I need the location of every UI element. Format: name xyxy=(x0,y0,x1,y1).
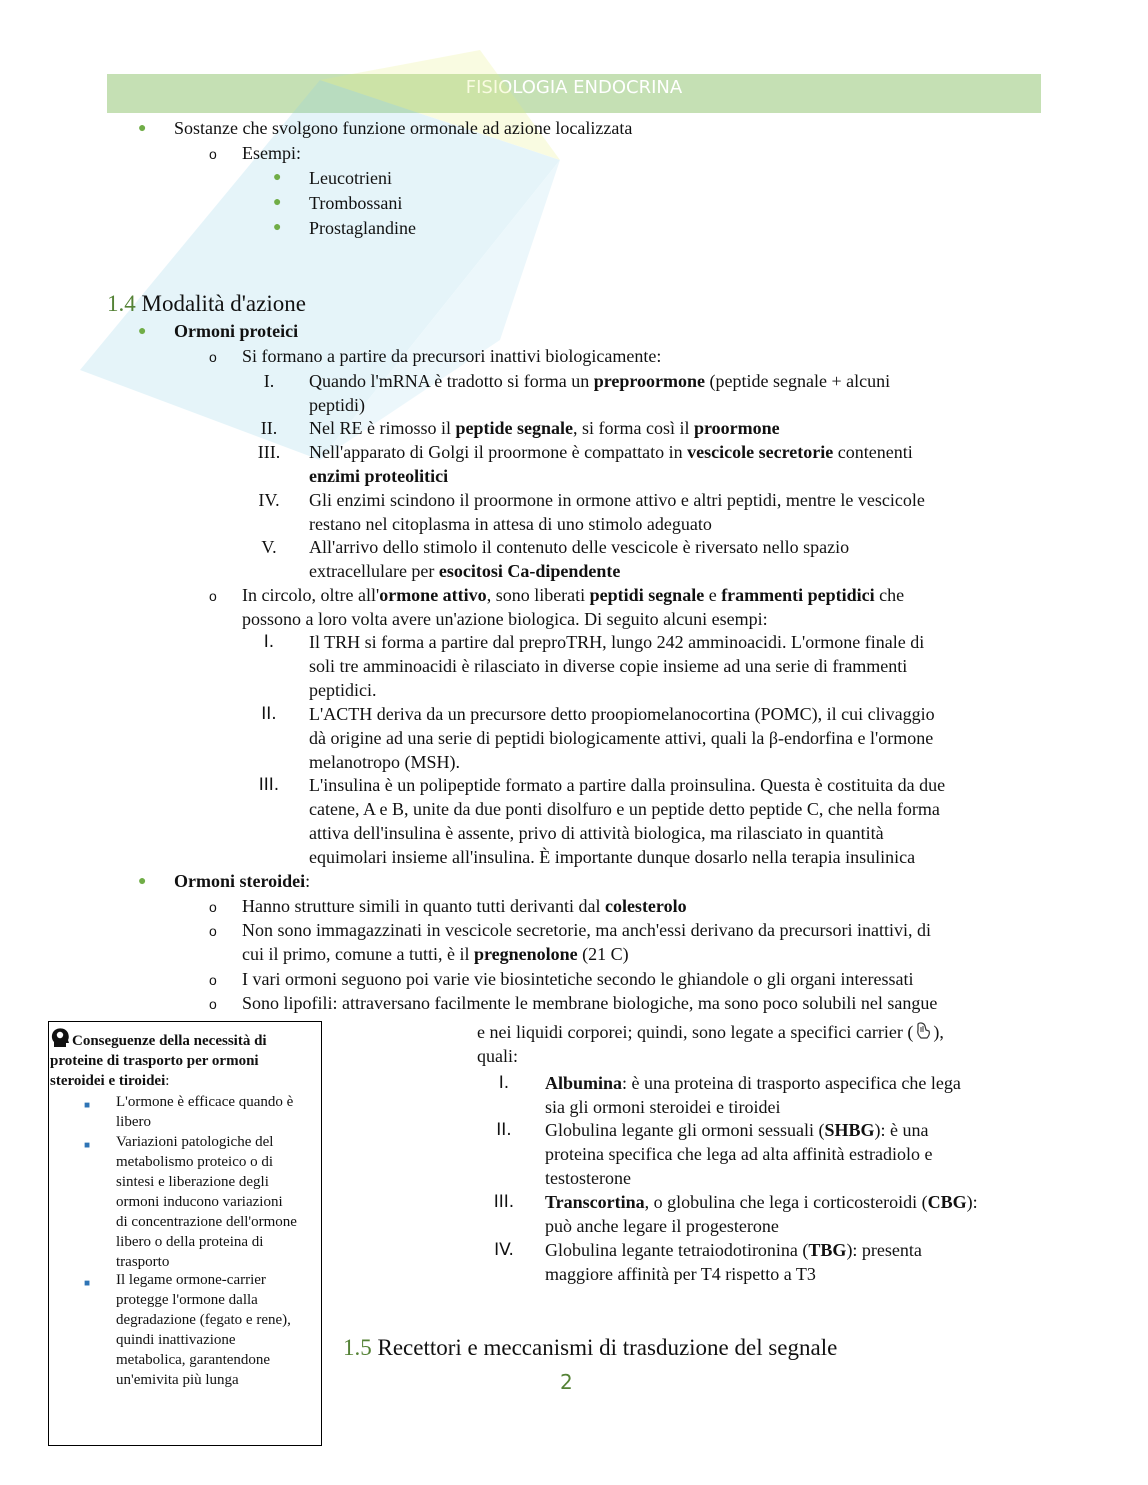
step-number: II. xyxy=(260,418,278,438)
section-number: 1.4 xyxy=(107,291,136,316)
example-number: I. xyxy=(263,632,275,652)
proteici-sub2: In circolo, oltre all'ormone attivo, sono liberati peptidi segnale e frammenti peptidici che possono a loro volta avere un'azione biologica. Di seguito alcuni esempi: xyxy=(242,585,905,629)
circle-bullet-icon: o xyxy=(209,996,217,1012)
step-text: All'arrivo dello stimolo il contenuto delle vescicole è riversato nello spazio extracellulare per esocitosi Ca-dipendente xyxy=(309,537,850,581)
steroidei-item: Non sono immagazzinati in vescicole secretorie, ma anch'essi derivano da precursori inattivi, di cui il primo, comune a tutti, è il pregnenolone (21 C) xyxy=(242,920,932,964)
bullet-icon: ● xyxy=(273,195,282,210)
step-text: Gli enzimi scindono il proormone in ormone attivo e altri peptidi, mentre le vescicole restano nel citoplasma in attesa di uno stimolo adeguato xyxy=(309,490,925,534)
page-number: 2 xyxy=(560,1370,573,1394)
side-note-box xyxy=(48,1021,322,1446)
step-number: III. xyxy=(257,442,281,462)
carrier-text: Albumina: è una proteina di trasporto aspecifica che lega sia gli ormoni steroidei e tiroidei xyxy=(545,1073,961,1117)
steroidei-item: Sono lipofili: attraversano facilmente le membrane biologiche, ma sono poco solubili nel sangue xyxy=(242,993,938,1013)
example-item: Leucotrieni xyxy=(309,168,392,188)
circle-bullet-icon: o xyxy=(209,972,217,988)
example-item: Prostaglandine xyxy=(309,218,416,238)
side-note-item: L'ormone è efficace quando è libero xyxy=(116,1094,294,1130)
section-title: Modalità d'azione xyxy=(141,291,306,316)
side-note-title: Conseguenze della necessità di proteine di trasporto per ormoni steroidei e tiroidei: xyxy=(50,1027,320,1091)
carrier-text: Globulina legante tetraiodotironina (TBG): presenta maggiore affinità per T4 rispetto a T3 xyxy=(545,1240,922,1284)
section-heading-1-4 xyxy=(107,290,306,318)
proteici-label: Ormoni proteici xyxy=(174,321,299,341)
square-bullet-icon: ■ xyxy=(84,1140,91,1151)
proteici-sub1: Si formano a partire da precursori inattivi biologicamente: xyxy=(242,346,662,366)
header-title: FISIOLOGIA ENDOCRINA xyxy=(465,77,683,98)
steroidei-label: Ormoni steroidei: xyxy=(174,871,311,891)
hand-pointer-icon xyxy=(913,1021,933,1041)
carrier-number: I. xyxy=(498,1073,510,1093)
steroidei-item: Hanno strutture simili in quanto tutti derivanti dal colesterolo xyxy=(242,896,687,916)
intro-bullet: Sostanze che svolgono funzione ormonale ad azione localizzata xyxy=(174,118,633,138)
carrier-number: III. xyxy=(493,1192,515,1212)
example-item: Trombossani xyxy=(309,193,403,213)
intro-sub: Esempi: xyxy=(242,143,301,163)
bullet-icon: ● xyxy=(138,874,147,889)
square-bullet-icon: ■ xyxy=(84,1278,91,1289)
steroidei-item-cont: e nei liquidi corporei; quindi, sono legate a specifici carrier ( ), quali: xyxy=(477,1022,944,1066)
circle-bullet-icon: o xyxy=(209,923,217,939)
circle-bullet-icon: o xyxy=(209,349,217,365)
circle-bullet-icon: o xyxy=(209,146,217,162)
bullet-icon: ● xyxy=(138,121,147,136)
example-text: L'ACTH deriva da un precursore detto proopiomelanocortina (POMC), il cui clivaggio dà origine ad una serie di peptidi biologicamente attivi, quali la β-endorfina e l'ormone melanotropo (MSH). xyxy=(309,704,935,772)
bullet-icon: ● xyxy=(138,324,147,339)
carrier-number: II. xyxy=(496,1120,512,1140)
side-note-item: Variazioni patologiche del metabolismo proteico o di sintesi e liberazione degli ormoni inducono variazioni di concentrazione dell'ormone libero o della proteina di trasporto xyxy=(116,1134,297,1270)
step-text: Nel RE è rimosso il peptide segnale, si forma così il proormone xyxy=(309,418,780,438)
carrier-number: IV. xyxy=(494,1240,514,1260)
step-text: Nell'apparato di Golgi il proormone è compattato in vescicole secretorie contenenti enzimi proteolitici xyxy=(309,442,913,486)
section-number: 1.5 xyxy=(343,1335,372,1360)
circle-bullet-icon: o xyxy=(209,588,217,604)
carrier-text: Globulina legante gli ormoni sessuali (SHBG): è una proteina specifica che lega ad alta affinità estradiolo e testosterone xyxy=(545,1120,933,1188)
bullet-icon: ● xyxy=(273,220,282,235)
square-bullet-icon: ■ xyxy=(84,1100,91,1111)
example-text: Il TRH si forma a partire dal preproTRH, lungo 242 amminoacidi. L'ormone finale di soli tre amminoacidi è rilasciato in diverse copie insieme ad una serie di frammenti peptidici. xyxy=(309,632,925,700)
step-text: Quando l'mRNA è tradotto si forma un preproormone (peptide segnale + alcuni peptidi) xyxy=(309,371,891,415)
example-number: III. xyxy=(258,775,280,795)
steroidei-item: I vari ormoni seguono poi varie vie biosintetiche secondo le ghiandole o gli organi interessati xyxy=(242,969,914,989)
step-number: V. xyxy=(261,537,277,557)
section-title: Recettori e meccanismi di trasduzione del segnale xyxy=(377,1335,838,1360)
circle-bullet-icon: o xyxy=(209,899,217,915)
side-note-item: Il legame ormone-carrier protegge l'ormone dalla degradazione (fegato e rene), quindi inattivazione metabolica, garantendone un'emivita più lunga xyxy=(116,1272,291,1388)
step-number: IV. xyxy=(258,490,280,510)
head-idea-icon xyxy=(50,1027,72,1049)
example-text: L'insulina è un polipeptide formato a partire dalla proinsulina. Questa è costituita da due catene, A e B, unite da due ponti disolfuro e un peptide detto peptide C, che nella forma attiva dell'insulina è assente, privo di attività biologica, ma rilasciato in quantità equimolari insieme all'insulina. È importante dunque dosarlo nella terapia insulinica xyxy=(309,775,946,867)
example-number: II. xyxy=(261,704,277,724)
bullet-icon: ● xyxy=(273,170,282,185)
step-number: I. xyxy=(263,371,275,391)
section-heading-1-5 xyxy=(343,1334,837,1362)
carrier-text: Transcortina, o globulina che lega i corticosteroidi (CBG): può anche legare il progesterone xyxy=(545,1192,978,1236)
